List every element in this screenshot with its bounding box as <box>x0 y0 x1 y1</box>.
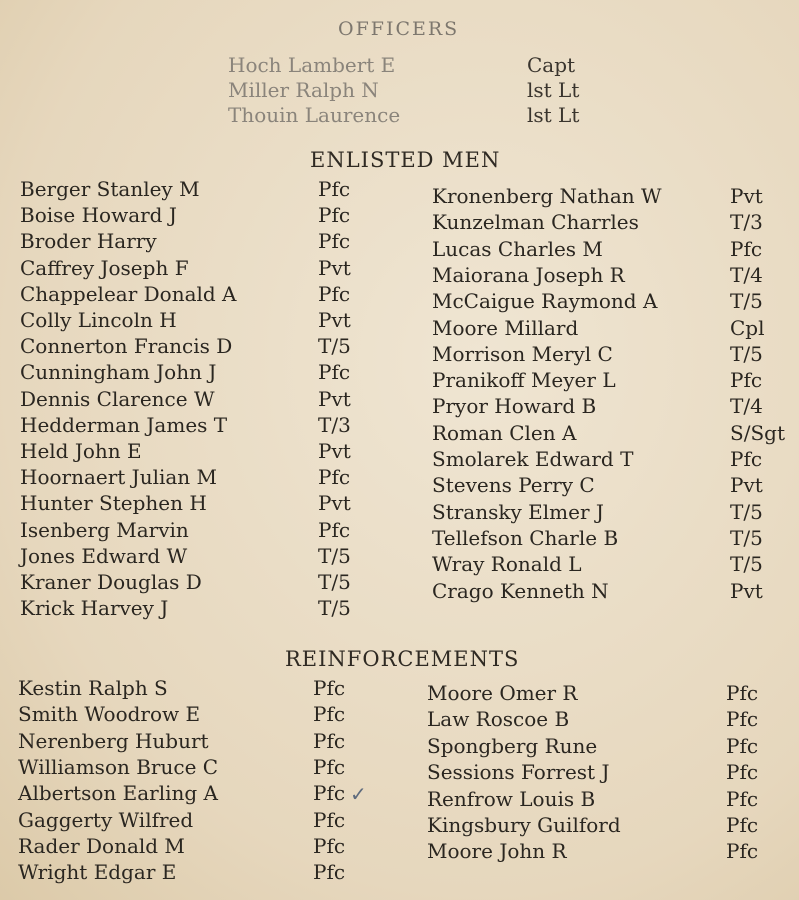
roster-name: Rader Donald M <box>18 833 185 858</box>
roster-name: Morrison Meryl C <box>432 341 613 366</box>
roster-name: Tellefson Charle B <box>432 525 619 550</box>
roster-rank: T/5 <box>730 499 763 524</box>
roster-rank: Pfc <box>730 368 763 393</box>
roster-name: Albertson Earling A <box>18 781 218 806</box>
roster-rank: Pfc <box>318 360 351 385</box>
roster-rank: Pvt <box>730 184 763 208</box>
roster-rank: Pfc <box>318 229 351 254</box>
roster-rank: T/5 <box>730 525 763 550</box>
roster-name: Kronenberg Nathan W <box>432 184 662 208</box>
roster-rank: Pfc <box>730 236 763 261</box>
roster-rank: Pfc <box>318 517 351 542</box>
roster-name: Smith Woodrow E <box>18 702 201 727</box>
roster-rank: T/5 <box>318 543 351 568</box>
roster-name: Chappelear Donald A <box>20 281 237 306</box>
roster-rank: Pfc <box>726 681 759 705</box>
roster-rank: Pfc <box>726 707 759 732</box>
roster-name: Connerton Francis D <box>20 334 233 359</box>
roster-name: Moore John R <box>427 839 567 864</box>
reinforcements-heading: REINFORCEMENTS <box>285 647 520 671</box>
roster-name: Gaggerty Wilfred <box>18 807 194 832</box>
roster-rank: S/Sgt <box>730 420 785 445</box>
roster-rank: T/5 <box>318 334 351 359</box>
roster-name: Renfrow Louis B <box>427 786 596 811</box>
roster-rank: Pvt <box>318 308 351 332</box>
roster-name: Hoch Lambert E <box>228 53 396 77</box>
roster-rank: Pfc <box>313 754 346 779</box>
roster-name: Krick Harvey J <box>20 596 169 621</box>
roster-name: Pryor Howard B <box>432 394 597 419</box>
roster-name: Moore Millard <box>432 315 579 340</box>
roster-name: Caffrey Joseph F <box>20 255 189 280</box>
roster-name: Jones Edward W <box>20 543 188 568</box>
roster-rank: Pvt <box>730 578 763 603</box>
roster-name: Colly Lincoln H <box>20 308 177 332</box>
roster-name: Roman Clen A <box>432 420 577 445</box>
roster-rank: T/3 <box>318 412 351 437</box>
roster-name: Kraner Douglas D <box>20 570 202 594</box>
roster-rank: T/5 <box>730 552 763 577</box>
roster-rank: Pfc <box>313 702 346 727</box>
roster-name: Kestin Ralph S <box>18 676 168 700</box>
roster-name: Spongberg Rune <box>427 733 598 758</box>
roster-name: Law Roscoe B <box>427 707 570 732</box>
roster-name: Sessions Forrest J <box>427 760 610 785</box>
roster-rank: T/5 <box>730 341 763 366</box>
roster-rank: Pfc <box>313 781 346 806</box>
roster-rank: T/4 <box>730 262 763 287</box>
roster-name: Kingsbury Guilford <box>427 813 621 837</box>
roster-name: Lucas Charles M <box>432 236 603 261</box>
roster-rank: T/3 <box>730 210 763 235</box>
roster-rank: Pvt <box>318 439 351 463</box>
roster-name: Held John E <box>20 439 142 463</box>
roster-rank: Capt <box>527 53 576 77</box>
roster-rank: T/5 <box>730 289 763 314</box>
roster-rank: Pfc <box>318 177 351 201</box>
roster-name: Cunningham John J <box>20 360 217 385</box>
roster-name: Kunzelman Charrles <box>432 210 639 235</box>
roster-rank: Pfc <box>318 281 351 306</box>
roster-rank: Pfc <box>313 728 346 753</box>
roster-rank: Pvt <box>318 255 351 280</box>
roster-rank: Pfc <box>726 760 759 785</box>
roster-name: Dennis Clarence W <box>20 386 215 411</box>
roster-name: Smolarek Edward T <box>432 447 634 471</box>
roster-name: Crago Kenneth N <box>432 578 609 603</box>
roster-rank: T/5 <box>318 596 351 621</box>
roster-name: Boise Howard J <box>20 203 177 228</box>
handwritten-checkmark: ✓ <box>350 782 367 806</box>
roster-rank: lst Lt <box>527 103 580 127</box>
roster-name: Moore Omer R <box>427 681 578 705</box>
roster-name: Wright Edgar E <box>18 860 177 885</box>
roster-rank: Pfc <box>318 465 351 490</box>
roster-name: Thouin Laurence <box>228 103 401 127</box>
roster-name: Miller Ralph N <box>228 78 379 102</box>
roster-name: Isenberg Marvin <box>20 517 189 542</box>
roster-rank: Pfc <box>726 786 759 811</box>
roster-rank: Pfc <box>730 447 763 471</box>
roster-name: Williamson Bruce C <box>18 754 219 779</box>
roster-rank: Pfc <box>318 203 351 228</box>
roster-name: Hedderman James T <box>20 412 228 437</box>
roster-rank: Cpl <box>730 315 765 340</box>
roster-rank: Pfc <box>313 676 346 700</box>
roster-rank: Pfc <box>726 813 759 837</box>
roster-name: Nerenberg Huburt <box>18 728 209 753</box>
roster-rank: T/4 <box>730 394 763 419</box>
roster-name: Broder Harry <box>20 229 157 254</box>
roster-name: Hunter Stephen H <box>20 491 207 516</box>
roster-name: Berger Stanley M <box>20 177 200 201</box>
roster-rank: Pvt <box>730 473 763 498</box>
roster-rank: Pfc <box>726 733 759 758</box>
roster-name: Wray Ronald L <box>432 552 582 577</box>
roster-name: McCaigue Raymond A <box>432 289 658 314</box>
roster-name: Stevens Perry C <box>432 473 595 498</box>
roster-name: Maiorana Joseph R <box>432 262 625 287</box>
roster-name: Pranikoff Meyer L <box>432 368 616 393</box>
roster-rank: T/5 <box>318 570 351 594</box>
roster-name: Hoornaert Julian M <box>20 465 218 490</box>
roster-rank: Pvt <box>318 491 351 516</box>
roster-rank: Pfc <box>726 839 759 864</box>
roster-name: Stransky Elmer J <box>432 499 604 524</box>
officers-heading: OFFICERS <box>338 18 460 40</box>
roster-rank: Pfc <box>313 807 346 832</box>
roster-rank: Pfc <box>313 860 346 885</box>
enlisted-heading: ENLISTED MEN <box>310 148 501 172</box>
roster-rank: Pvt <box>318 386 351 411</box>
roster-rank: Pfc <box>313 833 346 858</box>
roster-rank: lst Lt <box>527 78 580 102</box>
